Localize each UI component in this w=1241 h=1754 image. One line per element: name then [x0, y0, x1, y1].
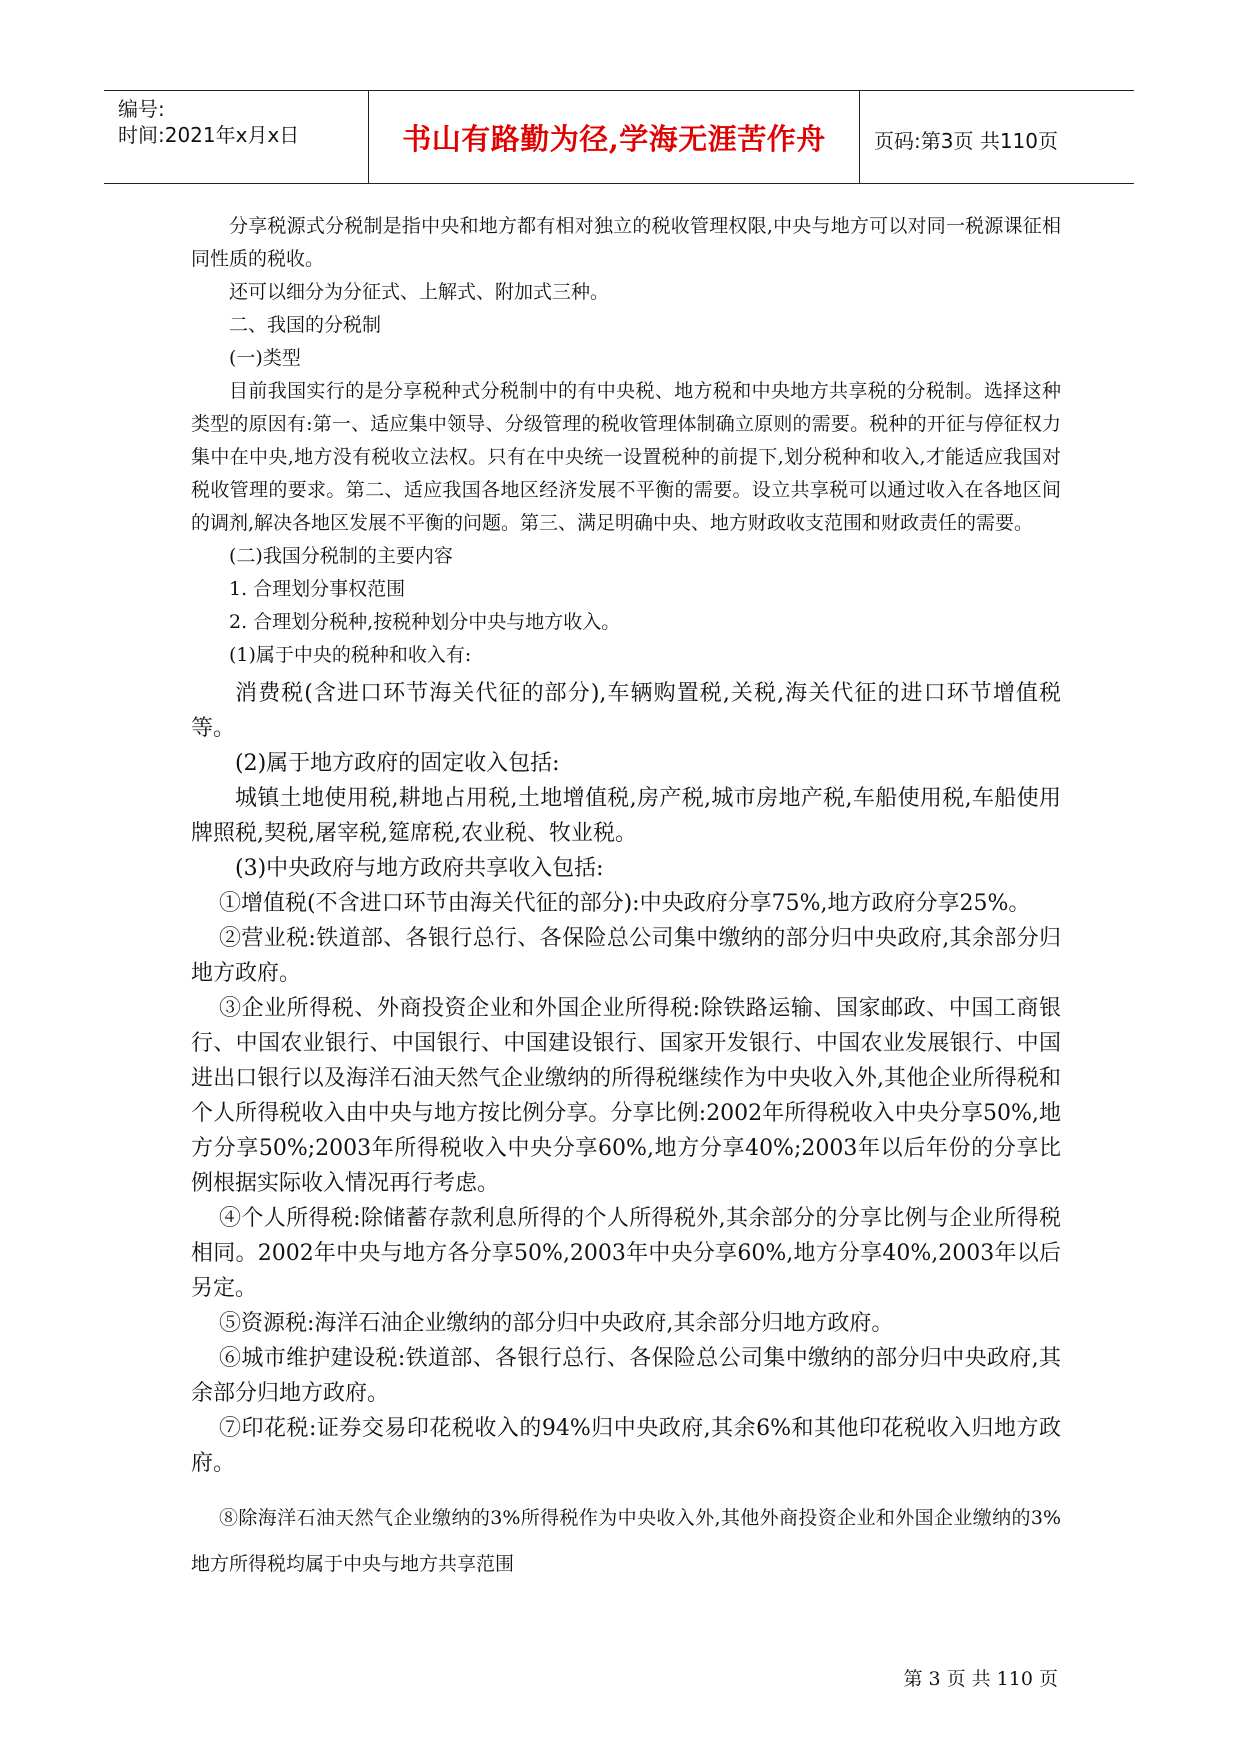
motto-text: 书山有路勤为径,学海无涯苦作舟: [402, 122, 826, 156]
section-heading: 二、我国的分税制: [229, 314, 382, 336]
list-item: (1)属于中央的税种和收入有:: [229, 644, 472, 666]
time-label: 时间:2021年x月x日: [118, 123, 300, 147]
paragraph: 城镇土地使用税,耕地占用税,土地增值税,房产税,城市房地产税,车船使用税,车船使用牌照税,契税,屠宰税,筵席税,农业税、牧业税。: [191, 786, 1061, 846]
subsection-heading: (二)我国分税制的主要内容: [229, 545, 453, 567]
list-item: ⑤资源税:海洋石油企业缴纳的部分归中央政府,其余部分归地方政府。: [219, 1311, 894, 1336]
list-item: 1. 合理划分事权范围: [229, 578, 406, 600]
paragraph: 分享税源式分税制是指中央和地方都有相对独立的税收管理权限,中央与地方可以对同一税源课征相同性质的税收。: [191, 215, 1061, 270]
document-body: [191, 210, 1061, 1587]
paragraph: 消费税(含进口环节海关代征的部分),车辆购置税,关税,海关代征的进口环节增值税等。: [191, 681, 1061, 741]
list-item: (3)中央政府与地方政府共享收入包括:: [235, 856, 604, 881]
paragraph: 目前我国实行的是分享税种式分税制中的有中央税、地方税和中央地方共享税的分税制。选择这种类型的原因有:第一、适应集中领导、分级管理的税收管理体制确立原则的需要。税种的开征与停征权力集中在中央,地方没有税收立法权。只有在中央统一设置税种的前提下,划分税种和收入,才能适应我国对税收管理的要求。第二、适应我国各地区经济发展不平衡的需要。设立共享税可以通过收入在各地区间的调剂,解决各地区发展不平衡的问题。第三、满足明确中央、地方财政收支范围和财政责任的需要。: [191, 380, 1061, 534]
header-info-cell: [104, 91, 369, 183]
page-info: 页码:第3页 共110页: [874, 129, 1058, 153]
list-item: ⑧除海洋石油天然气企业缴纳的3%所得税作为中央收入外,其他外商投资企业和外国企业缴纳的3%地方所得税均属于中央与地方共享范围: [191, 1507, 1061, 1575]
header-motto-cell: [369, 91, 860, 183]
number-label: 编号:: [118, 97, 165, 121]
header-page-cell: [860, 91, 1134, 183]
list-item: (2)属于地方政府的固定收入包括:: [235, 751, 560, 776]
list-item: ②营业税:铁道部、各银行总行、各保险总公司集中缴纳的部分归中央政府,其余部分归地方政府。: [191, 926, 1061, 986]
page-header: [104, 90, 1134, 184]
list-item: ⑦印花税:证券交易印花税收入的94%归中央政府,其余6%和其他印花税收入归地方政府。: [191, 1416, 1061, 1476]
list-item: ③企业所得税、外商投资企业和外国企业所得税:除铁路运输、国家邮政、中国工商银行、中国农业银行、中国银行、中国建设银行、国家开发银行、中国农业发展银行、中国进出口银行以及海洋石油天然气企业缴纳的所得税继续作为中央收入外,其他企业所得税和个人所得税收入由中央与地方按比例分享。分享比例:2002年所得税收入中央分享50%,地方分享50%;2003年所得税收入中央分享60%,地方分享40%;2003年以后年份的分享比例根据实际收入情况再行考虑。: [191, 996, 1061, 1196]
list-item: 2. 合理划分税种,按税种划分中央与地方收入。: [229, 611, 621, 633]
list-item: ①增值税(不含进口环节由海关代征的部分):中央政府分享75%,地方政府分享25%。: [219, 891, 1031, 916]
list-item: ⑥城市维护建设税:铁道部、各银行总行、各保险总公司集中缴纳的部分归中央政府,其余部分归地方政府。: [191, 1346, 1061, 1406]
subsection-heading: (一)类型: [229, 347, 301, 369]
paragraph: 还可以细分为分征式、上解式、附加式三种。: [229, 281, 610, 303]
list-item: ④个人所得税:除储蓄存款利息所得的个人所得税外,其余部分的分享比例与企业所得税相同。2002年中央与地方各分享50%,2003年中央分享60%,地方分享40%,2003年以后另定。: [191, 1206, 1061, 1301]
page-footer: 第 3 页 共 110 页: [903, 1668, 1058, 1690]
